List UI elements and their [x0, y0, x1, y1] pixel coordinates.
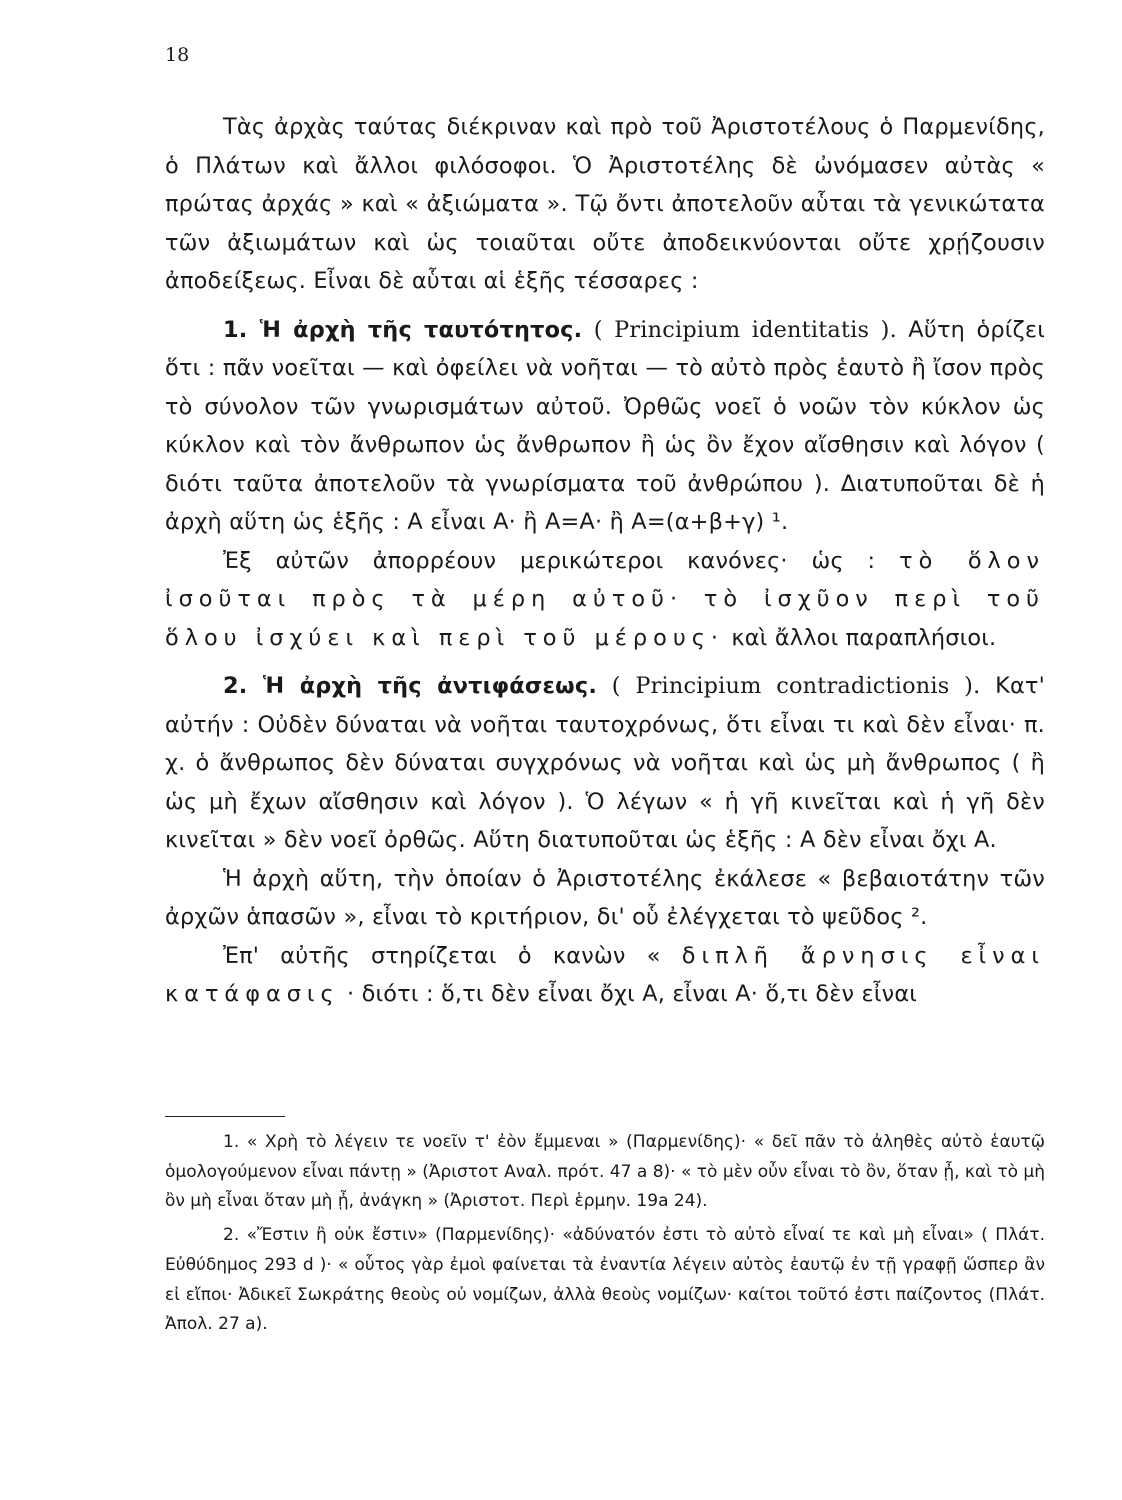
rules-end: καὶ ἄλλοι παραπλήσιοι. — [731, 624, 997, 651]
rules-spaced: τὸ ὅλον ἰσοῦται πρὸς τὰ μέρη αὐτοῦ· τὸ ἰσχῦον περὶ τοῦ ὅλου ἰσχύει καὶ περὶ τοῦ μέρους· — [165, 547, 1045, 651]
principle-contradiction-latin: ( Principium contradictionis ). — [611, 673, 981, 699]
principle-identity-latin: ( Principium identitatis ). — [593, 316, 897, 343]
footnote-1: 1. « Χρὴ τὸ λέγειν τε νοεῖν τ' ἐὸν ἔμμεναι » (Παρμενίδης)· « δεῖ πᾶν τὸ ἀληθὲς αὐτὸ ἑαυτῷ ὁμολογούμενον εἶναι πάντῃ » (Ἀριστοτ Αναλ. πρότ. 47 a 8)· « τὸ μὲν οὖν εἶναι τὸ ὂν, ὅταν ᾖ, καὶ τὸ μὴ ὂν μὴ εἶναι ὅταν μὴ ᾖ, ἀνάγκη » (Ἀριστοτ. Περὶ ἑρμην. 19a 24). — [165, 1132, 1045, 1212]
page-number: 18 — [165, 44, 190, 66]
double-negation-start: Ἐπ' αὐτῆς στηρίζεται ὁ κανὼν « — [223, 942, 661, 969]
rules-start: Ἐξ αὐτῶν ἀπορρέουν μερικώτεροι κανόνες· ὡς : — [223, 547, 876, 574]
paragraph-principle-contradiction — [165, 667, 1045, 860]
paragraph-rules — [165, 542, 1045, 658]
paragraph-principle-identity — [165, 311, 1045, 542]
paragraph-aristotle: Ἡ ἀρχὴ αὕτη, τὴν ὁποίαν ὁ Ἀριστοτέλης ἐκάλεσε « βεβαιοτάτην τῶν ἀρχῶν ἁπασῶν », εἶναι τὸ κριτήριον, δι' οὗ ἐλέγχεται τὸ ψεῦδος ². — [165, 865, 1045, 930]
footnotes — [165, 1128, 1045, 1340]
main-text — [165, 108, 1045, 1014]
paragraph-intro: Τὰς ἀρχὰς ταύτας διέκριναν καὶ πρὸ τοῦ Ἀριστοτέλους ὁ Παρμενίδης, ὁ Πλάτων καὶ ἄλλοι φιλόσοφοι. Ὁ Ἀριστοτέλης δὲ ὠνόμασεν αὐτὰς « πρώτας ἀρχάς » καὶ « ἀξιώματα ». Τῷ ὄντι ἀποτελοῦν αὗται τὰ γενικώτατα τῶν ἀξιωμάτων καὶ ὡς τοιαῦται οὔτε ἀποδεικνύονται οὔτε χρῄζουσιν ἀποδείξεως. Εἶναι δὲ αὗται αἱ ἑξῆς τέσσαρες : — [165, 114, 1045, 294]
principle-contradiction-heading: 2. Ἡ ἀρχὴ τῆς ἀντιφάσεως. — [223, 673, 598, 699]
double-negation-end: · διότι : ὅ,τι δὲν εἶναι ὄχι Α, εἶναι Α· ὅ,τι δὲν εἶναι — [346, 981, 918, 1007]
principle-contradiction-body: Κατ' αὐτήν : Οὐδὲν δύναται νὰ νοῆται ταυτοχρόνως, ὅτι εἶναι τι καὶ δὲν εἶναι· π. χ. ὁ ἄνθρωπος δὲν δύναται συγχρόνως νὰ νοῆται καὶ ὡς μὴ ἄνθρωπος ( ἢ ὡς μὴ ἔχων αἴσθησιν καὶ λόγον ). Ὁ λέγων « ἡ γῆ κινεῖται καὶ ἡ γῆ δὲν κινεῖται » δὲν νοεῖ ὀρθῶς. Αὕτη διατυποῦται ὡς ἑξῆς : Α δὲν εἶναι ὄχι Α. — [165, 673, 1045, 853]
double-negation-spaced: διπλῆ ἄρνησις εἶναι κατάφασις — [165, 942, 1045, 1007]
principle-identity-body: Αὕτη ὁρίζει ὅτι : πᾶν νοεῖται — καὶ ὀφείλει νὰ νοῆται — τὸ αὐτὸ πρὸς ἑαυτὸ ἢ ἴσον πρὸς τὸ σύνολον τῶν γνωρισμάτων αὐτοῦ. Ὀρθῶς νοεῖ ὁ νοῶν τὸν κύκλον ὡς κύκλον καὶ τὸν ἄνθρωπον ὡς ἄνθρωπον ἢ ὡς ὂν ἔχον αἴσθησιν καὶ λόγον ( διότι ταῦτα ἀποτελοῦν τὰ γνωρίσματα τοῦ ἀνθρώπου ). Διατυποῦται δὲ ἡ ἀρχὴ αὕτη ὡς ἑξῆς : Α εἶναι Α· ἢ Α=Α· ἢ Α=(α+β+γ) ¹. — [165, 316, 1045, 535]
footnote-2: 2. «Ἔστιν ἢ οὐκ ἔστιν» (Παρμενίδης)· «ἀδύνατόν ἐστι τὸ αὐτὸ εἶναί τε καὶ μὴ εἶναι» ( Πλάτ. Εὐθύδημος 293 d )· « οὗτος γὰρ ἐμοὶ φαίνεται τὰ ἐναντία λέγειν αὐτὸς ἑαυτῷ ἐν τῇ γραφῇ ὥσπερ ἂν εἰ εἴποι· Ἀδικεῖ Σωκράτης θεοὺς οὐ νομίζων, ἀλλὰ θεοὺς νομίζων· καίτοι τοῦτό ἐστι παίζοντος (Πλάτ. Ἀπολ. 27 a). — [165, 1225, 1045, 1335]
paragraph-double-negation — [165, 937, 1045, 1014]
footnote-divider — [165, 1116, 285, 1117]
principle-identity-heading: 1. Ἡ ἀρχὴ τῆς ταυτότητος. — [223, 316, 583, 343]
